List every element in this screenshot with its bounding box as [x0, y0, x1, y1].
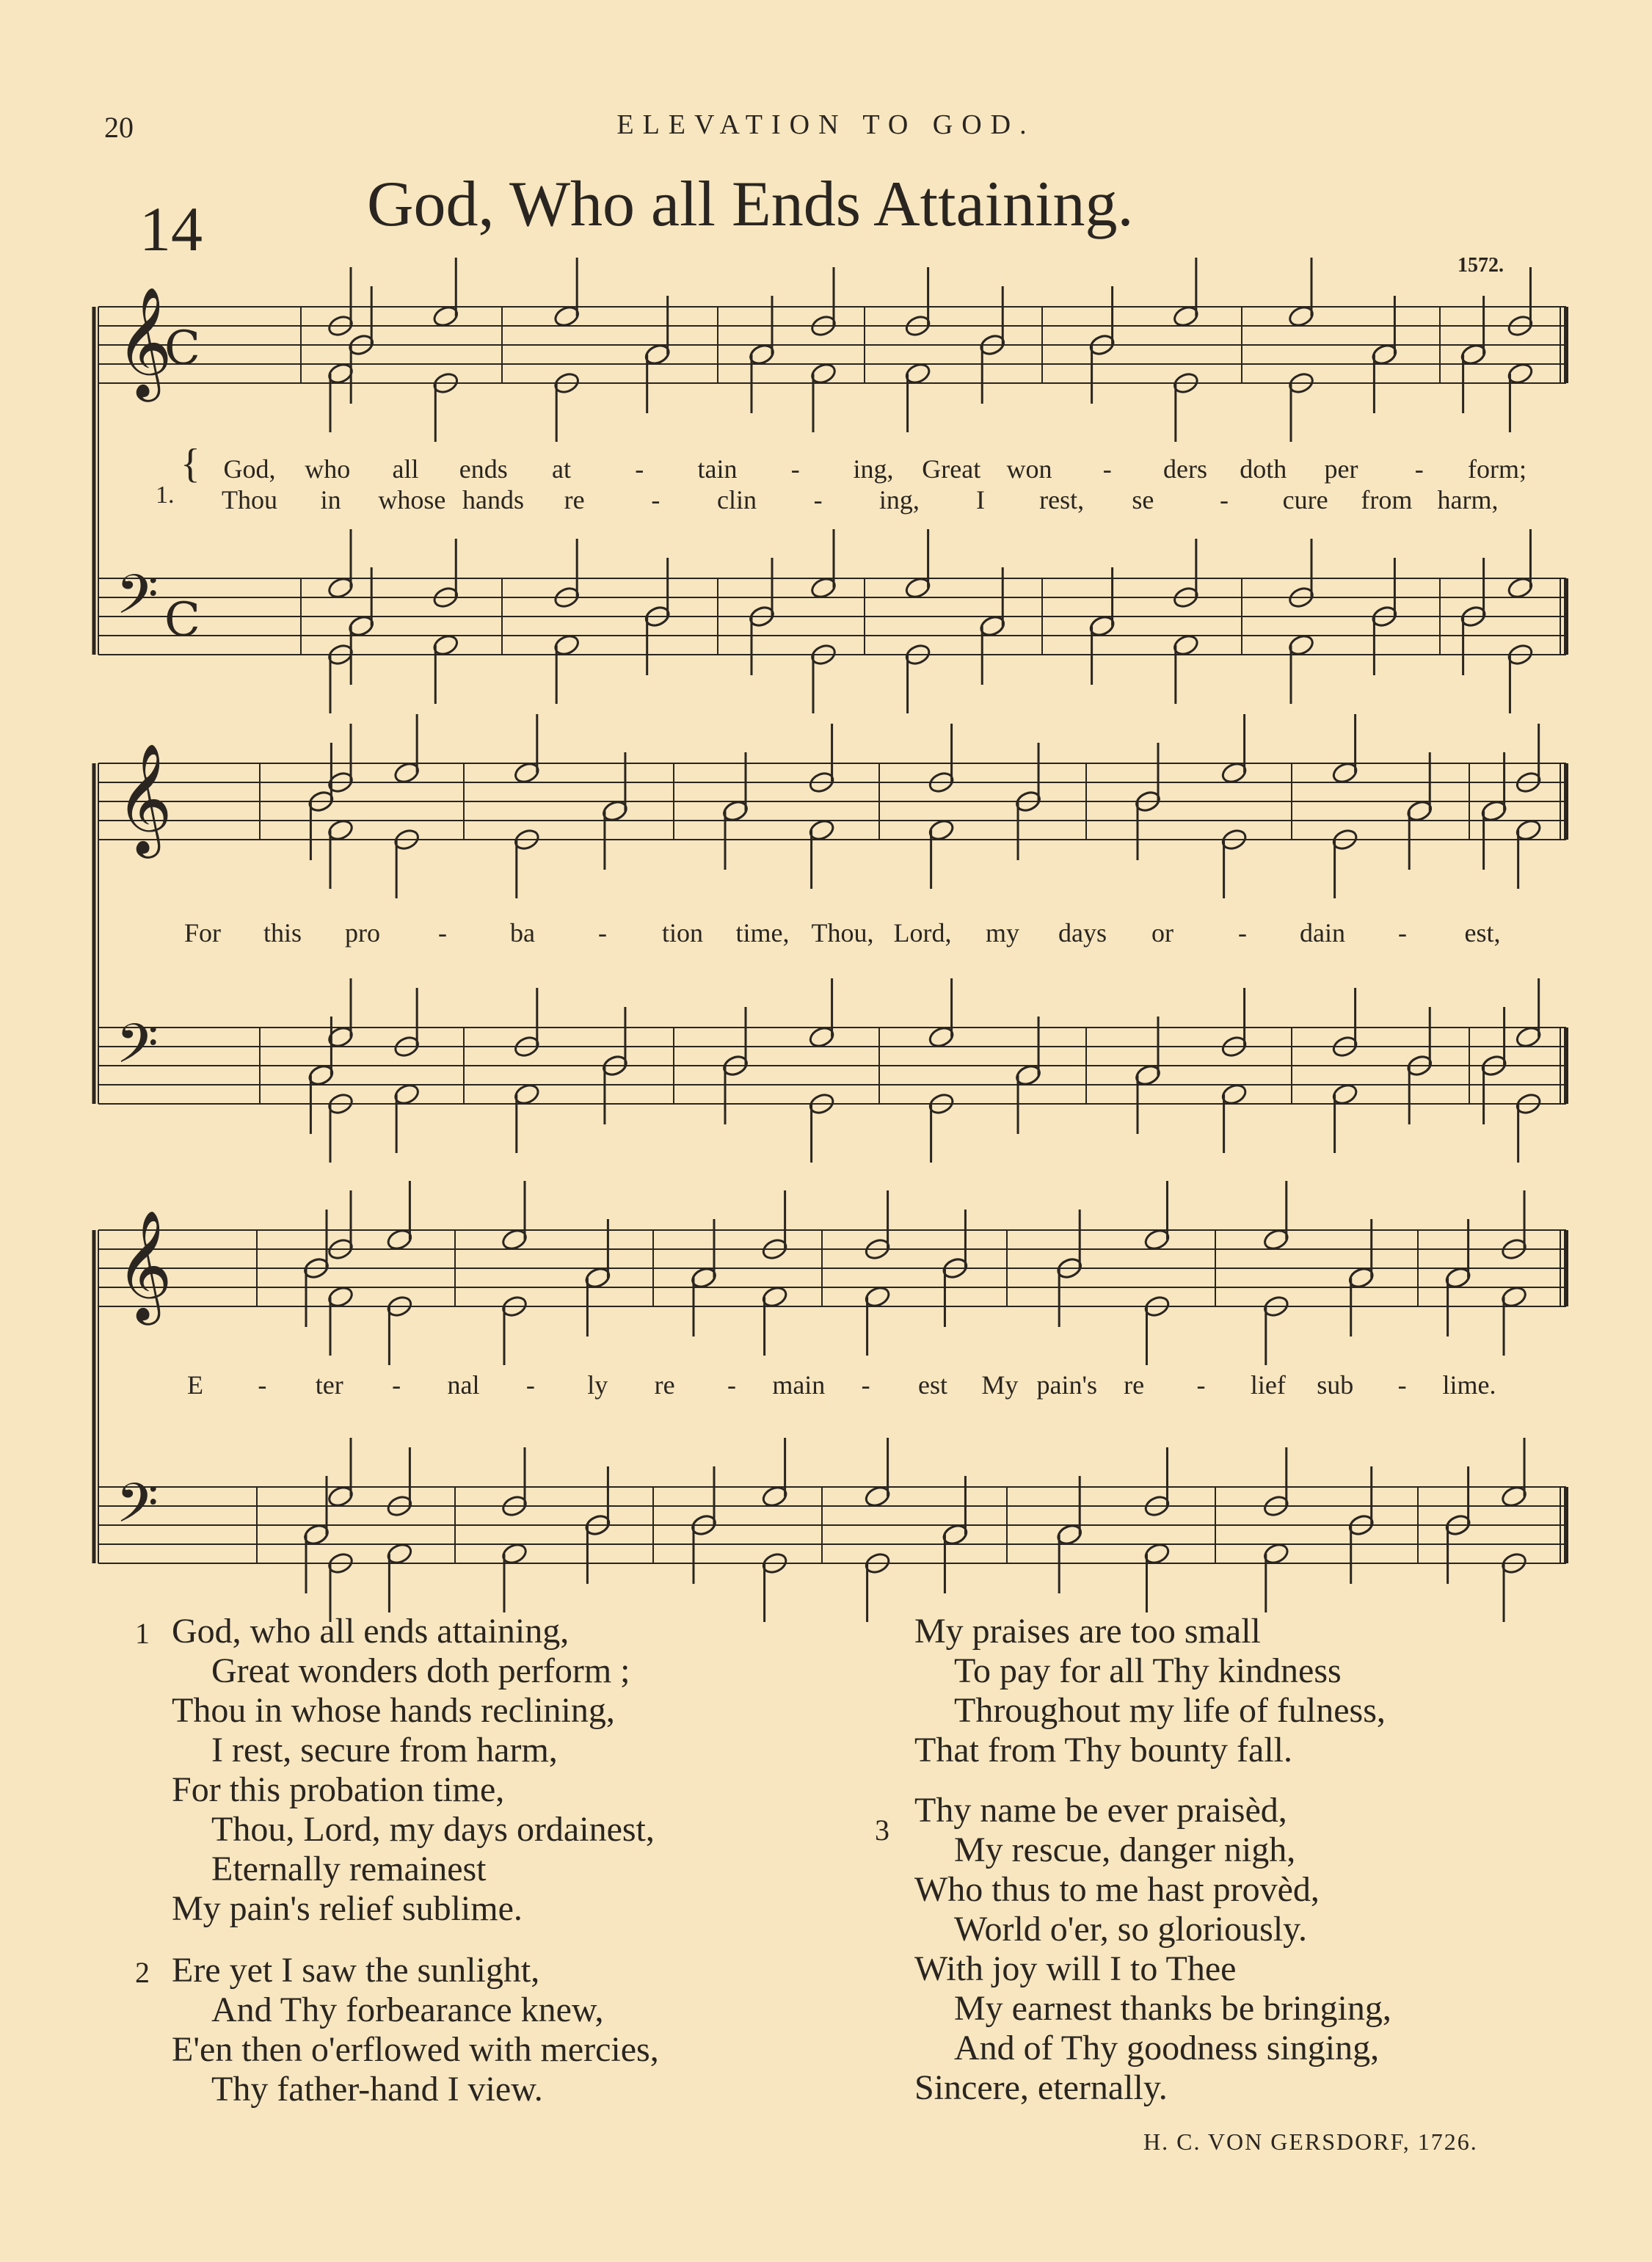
verse-line: Sincere, eternally. — [914, 2068, 1168, 2107]
verse-2-continued — [914, 1612, 1386, 1770]
verse-line: Thy father-hand I view. — [211, 2070, 543, 2109]
lyric-syllable: - — [1398, 918, 1407, 948]
lyric-syllable: est — [918, 1370, 948, 1400]
lyric-syllable: re — [654, 1370, 675, 1400]
lyric-syllable: whose — [378, 485, 446, 514]
lyric-syllable: cure — [1282, 485, 1328, 514]
lyric-syllable: - — [1238, 918, 1247, 948]
verse-line: I rest, secure from harm, — [211, 1731, 558, 1770]
common-time-icon: C — [164, 593, 200, 647]
lyric-syllable: - — [438, 918, 447, 948]
lyric-syllable: time, — [735, 918, 790, 948]
verse-line: Who thus to me hast provèd, — [914, 1870, 1320, 1909]
lyric-syllable: nal — [447, 1370, 480, 1400]
lyric-syllable: E — [187, 1370, 203, 1400]
lyric-syllable: tain — [697, 454, 738, 484]
treble-clef-icon: 𝄞 — [116, 742, 172, 854]
lyric-syllable: clin — [717, 485, 757, 514]
lyric-syllable: per — [1324, 454, 1358, 484]
running-title: ELEVATION TO GOD. — [616, 109, 1036, 140]
lyric-syllable: Lord, — [893, 918, 952, 948]
lyric-syllable: who — [305, 454, 351, 484]
lyric-syllable: - — [1102, 454, 1112, 484]
verse-line: For this probation time, — [172, 1770, 505, 1809]
bass-clef-icon: 𝄢 — [116, 563, 159, 640]
verse-line: World o'er, so gloriously. — [954, 1910, 1308, 1949]
brace: { — [181, 441, 200, 487]
lyric-syllable: ly — [587, 1370, 608, 1400]
verse-line: God, who all ends attaining, — [172, 1612, 570, 1651]
lyric-syllable: ders — [1163, 454, 1207, 484]
verse-line: And of Thy goodness singing, — [954, 2029, 1380, 2068]
lyric-syllable: in — [320, 485, 341, 514]
verse-line: My praises are too small — [914, 1612, 1261, 1651]
lyric-syllable: - — [392, 1370, 401, 1400]
lyric-syllable: at — [552, 454, 571, 484]
hymn-number: 14 — [139, 194, 203, 264]
lyric-syllable: form; — [1468, 454, 1527, 484]
verse-line: Throughout my life of fulness, — [954, 1691, 1386, 1730]
verse-line: Great wonders doth perform ; — [211, 1651, 630, 1690]
lyric-syllable: - — [598, 918, 607, 948]
lyric-syllable: lime. — [1442, 1370, 1496, 1400]
verse-line: Thy name be ever praisèd, — [914, 1791, 1287, 1830]
lyric-syllable: - — [258, 1370, 267, 1400]
lyric-syllable: ends — [459, 454, 508, 484]
verse-line: My earnest thanks be bringing, — [954, 1989, 1391, 2028]
lyric-syllable: - — [1196, 1370, 1206, 1400]
lyric-syllable: re — [1124, 1370, 1145, 1400]
verse-line: Eternally remainest — [211, 1850, 487, 1888]
attribution: H. C. VON GERSDORF, 1726. — [1143, 2128, 1478, 2155]
hymn-title: God, Who all Ends Attaining. — [367, 169, 1134, 240]
lyric-syllable: My — [981, 1370, 1019, 1400]
page-number: 20 — [104, 111, 134, 144]
lyric-syllable: re — [564, 485, 585, 514]
verse-3-number: 3 — [875, 1814, 889, 1847]
lyric-syllable: Great — [922, 454, 981, 484]
lyric-syllable: ba — [510, 918, 535, 948]
lyric-syllable: - — [651, 485, 661, 514]
lyric-syllable: se — [1132, 485, 1154, 514]
lyric-syllable: God, — [223, 454, 276, 484]
lyric-syllable: doth — [1240, 454, 1287, 484]
lyric-syllable: - — [1397, 1370, 1407, 1400]
lyric-syllable: For — [183, 918, 222, 948]
lyric-syllable: days — [1058, 918, 1107, 948]
verse-1 — [172, 1612, 655, 1929]
lyric-syllable: lief — [1250, 1370, 1286, 1400]
verse-line: Thou, Lord, my days ordainest, — [211, 1810, 655, 1849]
bass-clef-icon: 𝄢 — [116, 1472, 159, 1549]
lyric-syllable: - — [813, 485, 823, 514]
verse-2-number: 2 — [135, 1956, 150, 1989]
lyric-syllable: - — [727, 1370, 736, 1400]
lyric-syllable: pain's — [1036, 1370, 1098, 1400]
lyric-syllable: I — [976, 485, 985, 514]
lyric-syllable: - — [1414, 454, 1424, 484]
lyric-syllable: ing, — [878, 485, 920, 514]
lyric-syllable: rest, — [1039, 485, 1085, 514]
lyric-syllable: ter — [315, 1370, 343, 1400]
lyric-syllable: or — [1151, 918, 1173, 948]
lyric-syllable: all — [392, 454, 419, 484]
lyric-syllable: - — [790, 454, 800, 484]
lyric-syllable: harm, — [1437, 485, 1499, 514]
lyric-syllable: Thou, — [811, 918, 874, 948]
lyric-syllable: est, — [1464, 918, 1501, 948]
verse-line: Ere yet I saw the sunlight, — [172, 1951, 540, 1990]
verse-line: To pay for all Thy kindness — [954, 1651, 1342, 1690]
lyric-syllable: hands — [462, 485, 524, 514]
common-time-icon: C — [164, 321, 200, 376]
lyric-syllable: tion — [661, 918, 704, 948]
lyric-syllable: my — [985, 918, 1020, 948]
lyric-syllable: this — [263, 918, 302, 948]
verse-line: E'en then o'erflowed with mercies, — [172, 2030, 659, 2069]
lyric-syllable: pro — [345, 918, 380, 948]
lyric-syllable: won — [1006, 454, 1052, 484]
verse-line: With joy will I to Thee — [914, 1949, 1237, 1988]
verse-3 — [914, 1791, 1391, 2108]
bass-clef-icon: 𝄢 — [116, 1012, 159, 1089]
lyric-syllable: main — [772, 1370, 826, 1400]
verse-line: Thou in whose hands reclining, — [172, 1691, 615, 1730]
verse-line: And Thy forbearance knew, — [211, 1990, 604, 2029]
lyric-syllable: Thou — [222, 485, 277, 514]
lyric-syllable: - — [861, 1370, 870, 1400]
verse-1-number: 1 — [135, 1617, 150, 1650]
lyric-syllable: - — [525, 1370, 535, 1400]
tune-date: 1572. — [1458, 254, 1504, 277]
verse-line: My rescue, danger nigh, — [954, 1830, 1296, 1869]
lyric-syllable: ing, — [853, 454, 894, 484]
treble-clef-icon: 𝄞 — [116, 286, 172, 397]
lyric-syllable: dain — [1300, 918, 1345, 948]
verse-line: That from Thy bounty fall. — [914, 1731, 1293, 1770]
treble-clef-icon: 𝄞 — [116, 1209, 172, 1320]
lyric-syllable: - — [635, 454, 644, 484]
lyric-syllable: from — [1361, 485, 1413, 514]
verse-line: My pain's relief sublime. — [172, 1889, 523, 1928]
lyric-syllable: - — [1220, 485, 1229, 514]
lyric-syllable: sub — [1317, 1370, 1354, 1400]
verse-2 — [172, 1951, 659, 2109]
verse-marker: 1. — [156, 481, 175, 509]
